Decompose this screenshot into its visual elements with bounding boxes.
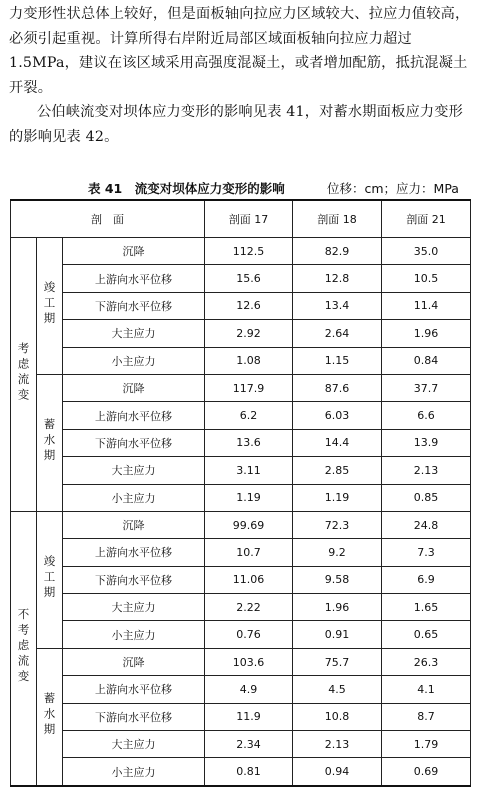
value-cell: 13.4 bbox=[293, 292, 382, 319]
value-cell: 9.58 bbox=[293, 566, 382, 593]
value-cell: 10.7 bbox=[205, 539, 293, 566]
value-cell: 99.69 bbox=[205, 511, 293, 538]
header-col-18: 剖面 18 bbox=[293, 200, 382, 238]
row-item-label: 大主应力 bbox=[63, 320, 205, 347]
value-cell: 2.13 bbox=[293, 731, 382, 758]
value-cell: 112.5 bbox=[205, 238, 293, 265]
table-row bbox=[11, 703, 471, 730]
value-cell: 2.22 bbox=[205, 594, 293, 621]
value-cell: 0.85 bbox=[382, 484, 471, 511]
table-row bbox=[11, 539, 471, 566]
data-table bbox=[10, 199, 471, 787]
value-cell: 12.8 bbox=[293, 265, 382, 292]
value-cell: 1.96 bbox=[382, 320, 471, 347]
value-cell: 1.96 bbox=[293, 594, 382, 621]
body-text bbox=[9, 2, 471, 149]
value-cell: 24.8 bbox=[382, 511, 471, 538]
value-cell: 2.85 bbox=[293, 457, 382, 484]
row-item-label: 上游向水平位移 bbox=[63, 402, 205, 429]
table-row bbox=[11, 621, 471, 648]
value-cell: 0.84 bbox=[382, 347, 471, 374]
value-cell: 2.64 bbox=[293, 320, 382, 347]
table-row bbox=[11, 429, 471, 456]
table-row bbox=[11, 320, 471, 347]
value-cell: 2.92 bbox=[205, 320, 293, 347]
row-item-label: 沉降 bbox=[63, 374, 205, 401]
period-label-text: 蓄水期 bbox=[42, 418, 57, 465]
value-cell: 1.79 bbox=[382, 731, 471, 758]
period-label-text: 竣工期 bbox=[42, 555, 57, 602]
value-cell: 4.9 bbox=[205, 676, 293, 703]
value-cell: 14.4 bbox=[293, 429, 382, 456]
period-label bbox=[37, 374, 63, 511]
row-item-label: 小主应力 bbox=[63, 484, 205, 511]
group-label-text: 考虑流变 bbox=[16, 341, 31, 404]
table-row bbox=[11, 758, 471, 786]
value-cell: 11.06 bbox=[205, 566, 293, 593]
table-row bbox=[11, 347, 471, 374]
table-row bbox=[11, 292, 471, 319]
value-cell: 12.6 bbox=[205, 292, 293, 319]
period-label bbox=[37, 648, 63, 785]
header-section: 剖 面 bbox=[11, 200, 205, 238]
value-cell: 6.03 bbox=[293, 402, 382, 429]
value-cell: 1.19 bbox=[205, 484, 293, 511]
table-row bbox=[11, 648, 471, 675]
table-title: 表 41 流变对坝体应力变形的影响 bbox=[88, 181, 285, 196]
row-item-label: 沉降 bbox=[63, 648, 205, 675]
value-cell: 82.9 bbox=[293, 238, 382, 265]
table-row bbox=[11, 676, 471, 703]
value-cell: 1.08 bbox=[205, 347, 293, 374]
group-label bbox=[11, 238, 37, 512]
row-item-label: 沉降 bbox=[63, 511, 205, 538]
value-cell: 15.6 bbox=[205, 265, 293, 292]
value-cell: 8.7 bbox=[382, 703, 471, 730]
table-row bbox=[11, 265, 471, 292]
row-item-label: 下游向水平位移 bbox=[63, 566, 205, 593]
table-body bbox=[11, 238, 471, 786]
header-col-17: 剖面 17 bbox=[205, 200, 293, 238]
value-cell: 1.65 bbox=[382, 594, 471, 621]
value-cell: 0.81 bbox=[205, 758, 293, 786]
value-cell: 6.2 bbox=[205, 402, 293, 429]
value-cell: 72.3 bbox=[293, 511, 382, 538]
value-cell: 2.13 bbox=[382, 457, 471, 484]
period-label-text: 蓄水期 bbox=[42, 692, 57, 739]
row-item-label: 下游向水平位移 bbox=[63, 429, 205, 456]
value-cell: 9.2 bbox=[293, 539, 382, 566]
value-cell: 6.6 bbox=[382, 402, 471, 429]
table-units: 位移：cm；应力：MPa bbox=[327, 181, 459, 196]
value-cell: 75.7 bbox=[293, 648, 382, 675]
table-row bbox=[11, 484, 471, 511]
row-item-label: 上游向水平位移 bbox=[63, 539, 205, 566]
table-row bbox=[11, 402, 471, 429]
row-item-label: 上游向水平位移 bbox=[63, 265, 205, 292]
value-cell: 10.8 bbox=[293, 703, 382, 730]
table-caption bbox=[0, 178, 477, 198]
row-item-label: 下游向水平位移 bbox=[63, 292, 205, 319]
value-cell: 1.15 bbox=[293, 347, 382, 374]
value-cell: 103.6 bbox=[205, 648, 293, 675]
value-cell: 26.3 bbox=[382, 648, 471, 675]
value-cell: 87.6 bbox=[293, 374, 382, 401]
value-cell: 1.19 bbox=[293, 484, 382, 511]
group-label bbox=[11, 511, 37, 785]
value-cell: 2.34 bbox=[205, 731, 293, 758]
row-item-label: 下游向水平位移 bbox=[63, 703, 205, 730]
value-cell: 13.6 bbox=[205, 429, 293, 456]
value-cell: 10.5 bbox=[382, 265, 471, 292]
group-label-text: 不考虑流变 bbox=[16, 608, 31, 686]
value-cell: 3.11 bbox=[205, 457, 293, 484]
value-cell: 0.91 bbox=[293, 621, 382, 648]
table-row bbox=[11, 566, 471, 593]
table-row bbox=[11, 457, 471, 484]
value-cell: 13.9 bbox=[382, 429, 471, 456]
header-col-21: 剖面 21 bbox=[382, 200, 471, 238]
row-item-label: 大主应力 bbox=[63, 457, 205, 484]
value-cell: 0.94 bbox=[293, 758, 382, 786]
table-row bbox=[11, 594, 471, 621]
paragraph-2: 公伯峡流变对坝体应力变形的影响见表 41，对蓄水期面板应力变形的影响见表 42。 bbox=[9, 104, 464, 145]
row-item-label: 沉降 bbox=[63, 238, 205, 265]
period-label-text: 竣工期 bbox=[42, 281, 57, 328]
table-row bbox=[11, 731, 471, 758]
value-cell: 11.4 bbox=[382, 292, 471, 319]
period-label bbox=[37, 238, 63, 375]
row-item-label: 大主应力 bbox=[63, 594, 205, 621]
paragraph-1: 力变形性状总体上较好，但是面板轴向拉应力区域较大、拉应力值较高，必须引起重视。计算所得右岸附近局部区域面板轴向拉应力超过 1.5MPa，建议在该区域采用高强度混凝土，或者增加配筋，抵抗混凝土开裂。 bbox=[9, 6, 470, 96]
row-item-label: 大主应力 bbox=[63, 731, 205, 758]
value-cell: 0.69 bbox=[382, 758, 471, 786]
value-cell: 11.9 bbox=[205, 703, 293, 730]
row-item-label: 小主应力 bbox=[63, 758, 205, 786]
value-cell: 4.1 bbox=[382, 676, 471, 703]
value-cell: 35.0 bbox=[382, 238, 471, 265]
value-cell: 117.9 bbox=[205, 374, 293, 401]
row-item-label: 上游向水平位移 bbox=[63, 676, 205, 703]
value-cell: 4.5 bbox=[293, 676, 382, 703]
table-header-row bbox=[11, 200, 471, 238]
row-item-label: 小主应力 bbox=[63, 621, 205, 648]
value-cell: 6.9 bbox=[382, 566, 471, 593]
value-cell: 37.7 bbox=[382, 374, 471, 401]
value-cell: 7.3 bbox=[382, 539, 471, 566]
value-cell: 0.65 bbox=[382, 621, 471, 648]
period-label bbox=[37, 511, 63, 648]
table-row bbox=[11, 374, 471, 401]
table-row bbox=[11, 238, 471, 265]
table-row bbox=[11, 511, 471, 538]
row-item-label: 小主应力 bbox=[63, 347, 205, 374]
value-cell: 0.76 bbox=[205, 621, 293, 648]
